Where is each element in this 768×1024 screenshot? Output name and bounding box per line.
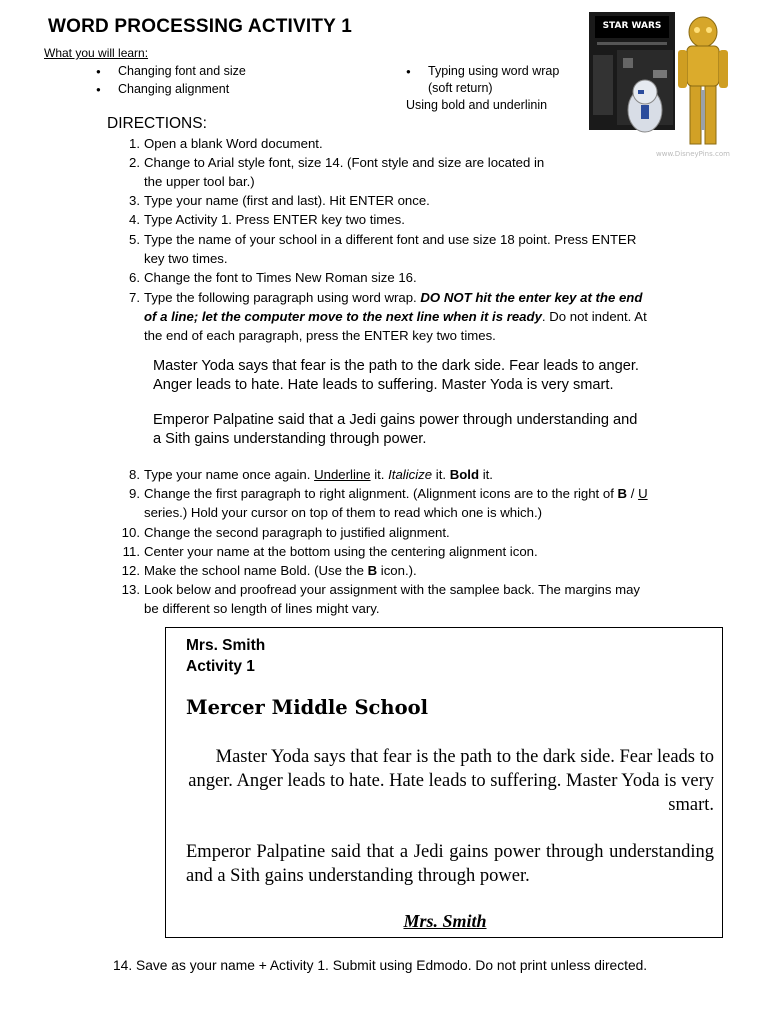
learn-item-wordwrap-note: (soft return) — [428, 81, 493, 95]
practice-paragraph-1: Master Yoda says that fear is the path to the dark side. Fear leads to anger. Anger leads to hate. Hate leads to suffering. Master Yoda is very smart. — [153, 358, 639, 393]
footer-instruction: 14. Save as your name + Activity 1. Submit using Edmodo. Do not print unless directed. — [113, 958, 648, 973]
sample-name: Mrs. Smith — [186, 637, 266, 654]
learn-item-alignment: ● Changing alignment — [118, 82, 229, 96]
learn-item-wordwrap: ● Typing using word wrap — [428, 64, 559, 78]
sample-output-box — [165, 627, 723, 938]
sample-name-block — [186, 635, 265, 677]
sample-signature: Mrs. Smith — [403, 911, 487, 931]
sample-paragraph-justified: Emperor Palpatine said that a Jedi gains power through understanding and a Sith gains understanding through power. — [186, 842, 714, 886]
logo-text: STAR WARS — [602, 21, 662, 31]
sample-activity: Activity 1 — [186, 658, 255, 675]
sample-school-name: Mercer Middle School — [186, 696, 429, 719]
learn-heading: What you will learn: — [44, 46, 149, 60]
practice-paragraph-2: Emperor Palpatine said that a Jedi gains power through understanding and a Sith gains understanding through power. — [153, 412, 638, 447]
learn-item-bold: Using bold and underlinin — [406, 98, 548, 112]
directions-heading: DIRECTIONS: — [107, 115, 207, 132]
sample-paragraph-right-aligned: Master Yoda says that fear is the path to the dark side. Fear leads to anger. Anger leads to hate. Hate leads to suffering. Master Yoda is very smart. — [188, 747, 714, 815]
learn-item-font: ● Changing font and size — [118, 64, 246, 78]
page-title: WORD PROCESSING ACTIVITY 1 — [48, 16, 352, 37]
watermark-text: www.DisneyPins.com — [656, 150, 730, 158]
